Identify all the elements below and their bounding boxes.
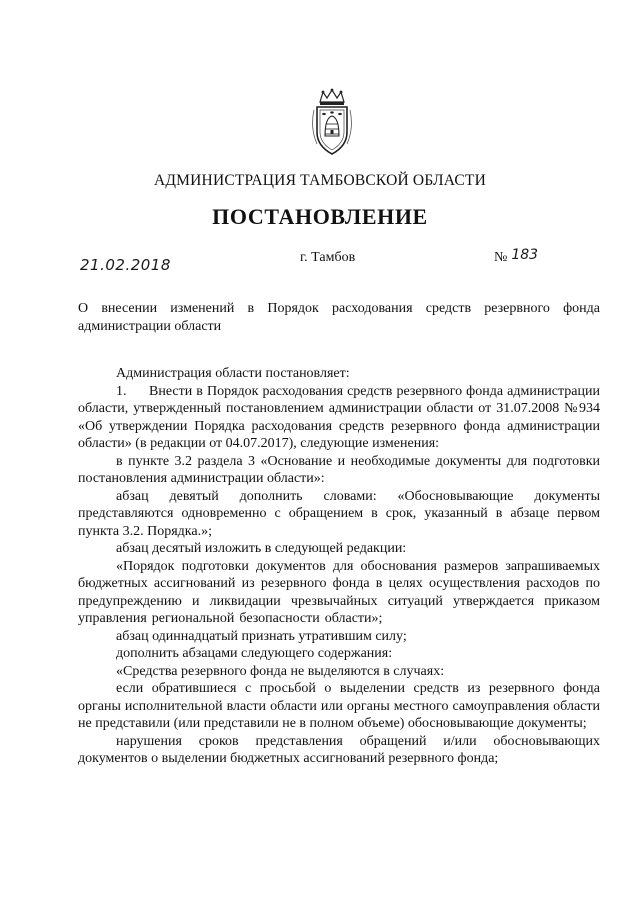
item-number: 1. (116, 383, 127, 399)
body-paragraph: если обратившиеся с просьбой о выделении средств из резервного фонда органы исполнительной власти области или органы местного самоуправления области не представили (или представили не в полном объеме) обосновывающие документы; (78, 681, 600, 731)
handwritten-number: 183 (511, 247, 539, 263)
body-paragraph: абзац девятый дополнить словами: «Обосновывающие документы представляются одновременно с обращением в срок, указанный в абзаце первом пункта 3.2. Порядка.»; (78, 488, 600, 539)
document-body (78, 365, 600, 768)
item-text: Внести в Порядок расходования средств резервного фонда администрации области, утвержденный постановлением администрации области от 31.07.2008 №934 «Об утверждении Порядка расходования средств резервного фонда администрации области» (в редакции от 04.07.2017), следующие изменения: (78, 383, 600, 451)
body-paragraph: абзац одиннадцатый признать утратившим силу; (116, 628, 407, 644)
body-paragraph: дополнить абзацами следующего содержания: (116, 646, 393, 661)
document-subject: О внесении изменений в Порядок расходования средств резервного фонда администрации области (78, 301, 600, 334)
organization-title: АДМИНИСТРАЦИЯ ТАМБОВСКОЙ ОБЛАСТИ (154, 172, 486, 189)
body-paragraph: «Порядок подготовки документов для обоснования размеров запрашиваемых бюджетных ассигнований из резервного фонда в целях осуществления расходов по предупреждению и ликвидации чрезвычайных ситуаций утверждается приказом управления региональной безопасности области»; (78, 558, 600, 626)
body-paragraph: в пункте 3.2 раздела 3 «Основание и необходимые документы для подготовки постановления администрации области»: (78, 453, 600, 486)
number-label: № (494, 250, 508, 265)
city: г. Тамбов (300, 250, 356, 265)
body-paragraph: нарушения сроков представления обращений и/или обосновывающих документов о выделении бюджетных ассигнований резервного фонда; (78, 733, 600, 766)
coat-of-arms-icon (303, 88, 361, 158)
body-paragraph: Администрация области постановляет: (116, 366, 350, 381)
body-paragraph: абзац десятый изложить в следующей редакции: (116, 541, 407, 556)
document-number (494, 249, 538, 266)
body-paragraph-item (78, 383, 600, 453)
handwritten-date: 21.02.2018 (80, 256, 171, 274)
document-type: ПОСТАНОВЛЕНИЕ (212, 204, 428, 229)
body-paragraph: «Средства резервного фонда не выделяются в случаях: (116, 663, 445, 679)
